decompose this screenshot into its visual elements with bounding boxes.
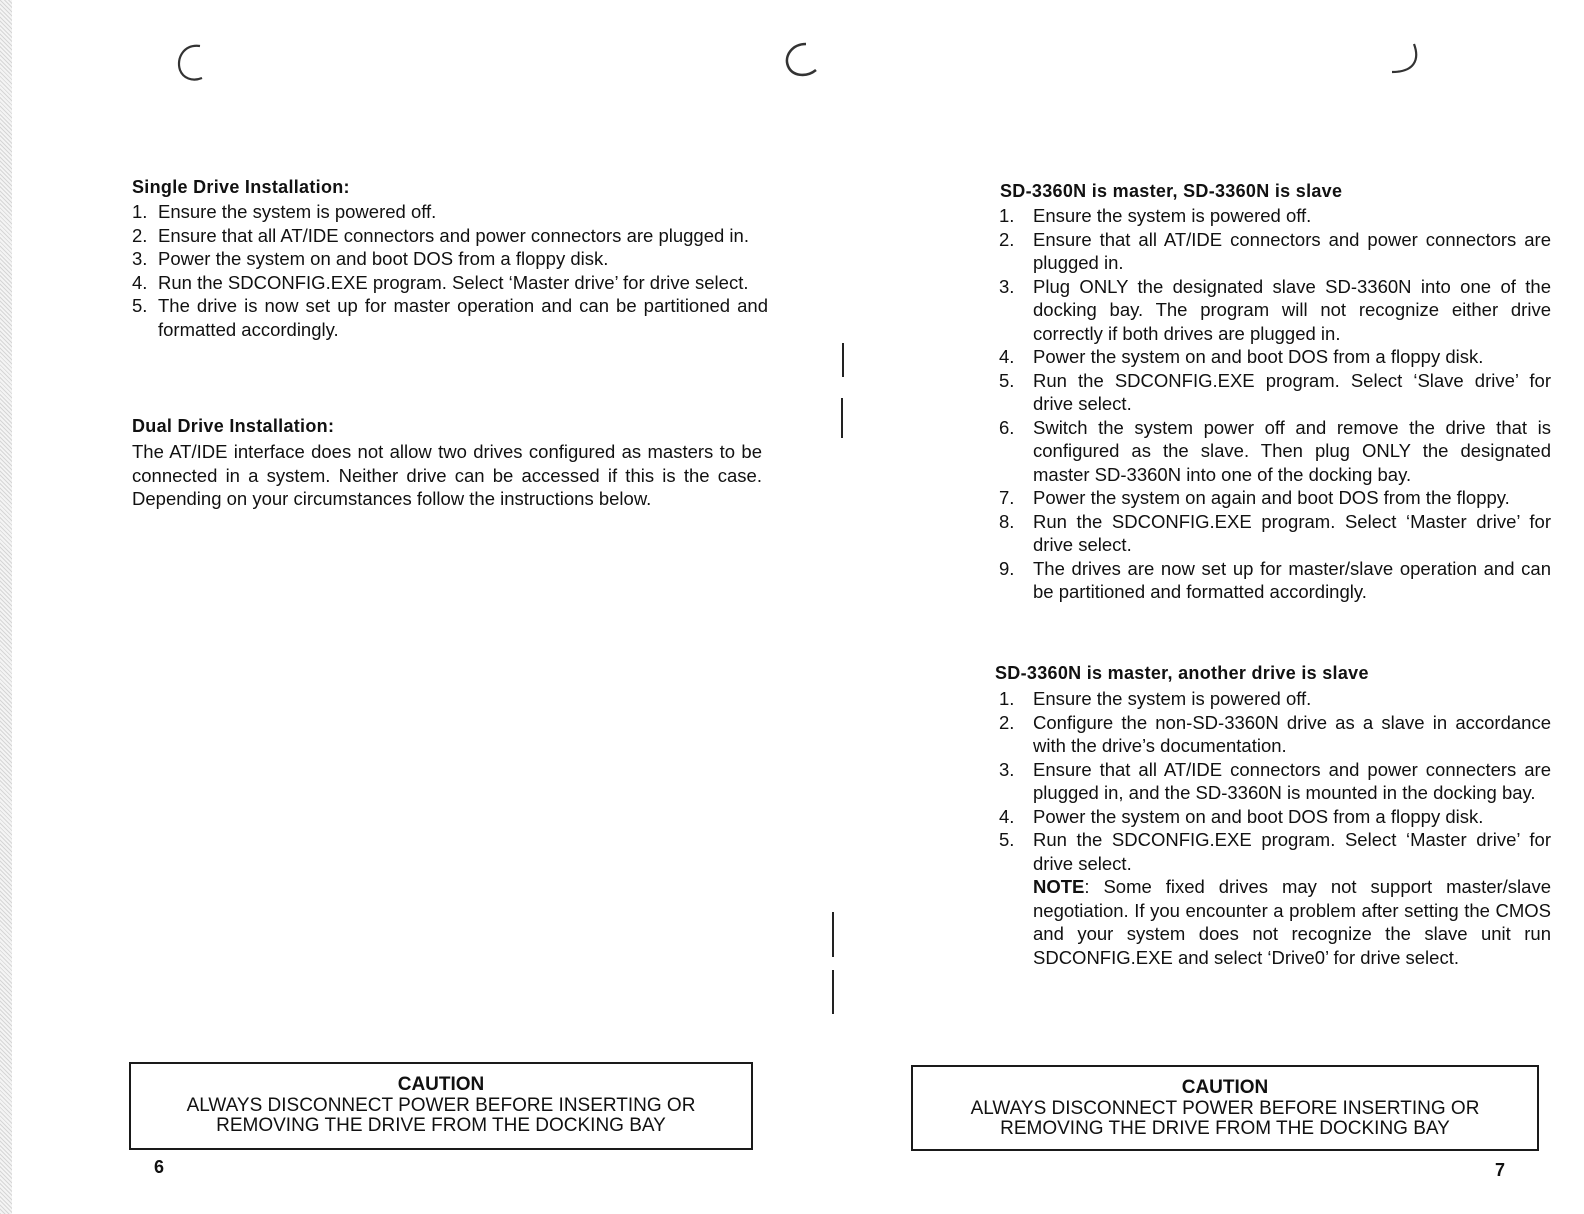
caution-line: REMOVING THE DRIVE FROM THE DOCKING BAY [1000,1118,1450,1139]
page-number: 7 [1495,1160,1506,1180]
list-item: 1. Ensure the system is powered off. [999,688,1312,709]
section1-heading: SD-3360N is master, SD-3360N is slave [1000,181,1343,201]
single-drive-steps [132,200,768,341]
note-text: : Some fixed drives may not support master/slave negotiation. If you encounter a problem after setting the CMOS and your system does not recognize the slave unit run SDCONFIG.EXE and select ‘Drive0’ for drive select. [1033,876,1551,968]
left-page [132,0,768,1214]
list-item: 6. Switch the system power off and remove the drive that is configured as the slave. Then plug ONLY the designated master SD-3360N into one of the docking bay. [999,416,1551,485]
list-item: 9. The drives are now set up for master/slave operation and can be partitioned and formatted accordingly. [999,557,1551,602]
caution-box [129,1062,753,1150]
list-item: 4. Power the system on and boot DOS from a floppy disk. [999,805,1484,827]
list-item: 3. Ensure that all AT/IDE connectors and power connecters are plugged in, and the SD-3360N is mounted in the docking bay. [999,758,1551,803]
binder-ring-center-icon [778,36,828,86]
page-number: 6 [154,1157,165,1177]
dual-drive-heading: Dual Drive Installation: [132,416,335,436]
list-item: 3. Plug ONLY the designated slave SD-3360N into one of the docking bay. The program will not recognize either drive correctly if both drives are plugged in. [999,275,1551,344]
dual-drive-paragraph: The AT/IDE interface does not allow two drives configured as masters to be connected in a system. Neither drive can be accessed if this is the case. Depending on your circumstances follow the instructions below. [132,441,762,509]
scan-edge [0,0,12,1214]
list-item: 7. Power the system on again and boot DOS from the floppy. [999,487,1510,508]
note-paragraph [1033,875,1551,969]
single-drive-heading: Single Drive Installation: [132,177,350,197]
list-item: 4. Run the SDCONFIG.EXE program. Select ‘Master drive’ for drive select. [132,271,749,293]
list-item: 1. Ensure the system is powered off. [132,201,437,222]
list-item: 2. Ensure that all AT/IDE connectors and power connectors are plugged in. [999,228,1551,273]
list-item: 4. Power the system on and boot DOS from a floppy disk. [999,346,1484,367]
list-item: 2. Ensure that all AT/IDE connectors and power connectors are plugged in. [132,224,749,246]
list-item: 5. Run the SDCONFIG.EXE program. Select ‘Slave drive’ for drive select. [999,369,1551,414]
list-item: 2. Configure the non-SD-3360N drive as a slave in accordance with the drive’s documentation. [999,711,1551,756]
caution-line: ALWAYS DISCONNECT POWER BEFORE INSERTING OR [186,1094,696,1116]
gutter-mark [842,343,844,377]
section2-steps [995,687,1551,969]
list-item: 8. Run the SDCONFIG.EXE program. Select ‘Master drive’ for drive select. [999,510,1551,555]
caution-title: CAUTION [1181,1077,1269,1098]
list-item: 1. Ensure the system is powered off. [999,205,1312,226]
section2-heading: SD-3360N is master, another drive is slave [995,663,1369,683]
caution-box [911,1065,1539,1151]
list-item: 5. Run the SDCONFIG.EXE program. Select ‘Master drive’ for drive select. NOTE: Some fixed drives may not support master/slave negotiation. If you encounter a problem after setting the CMOS and your system does not recognize the slave unit run SDCONFIG.EXE and select ‘Drive0’ for drive select. [999,829,1551,968]
right-page [970,0,1551,1214]
gutter-mark [832,970,834,1014]
section1-steps [995,204,1551,604]
gutter-mark [841,398,843,438]
note-label: NOTE [1033,876,1085,897]
list-item: 5. The drive is now set up for master operation and can be partitioned and formatted accordingly. [132,295,768,340]
list-item: 3. Power the system on and boot DOS from a floppy disk. [132,248,609,269]
gutter-mark [832,912,834,957]
caution-title: CAUTION [397,1074,485,1095]
caution-line: ALWAYS DISCONNECT POWER BEFORE INSERTING OR [970,1097,1480,1119]
caution-line: REMOVING THE DRIVE FROM THE DOCKING BAY [216,1115,666,1136]
